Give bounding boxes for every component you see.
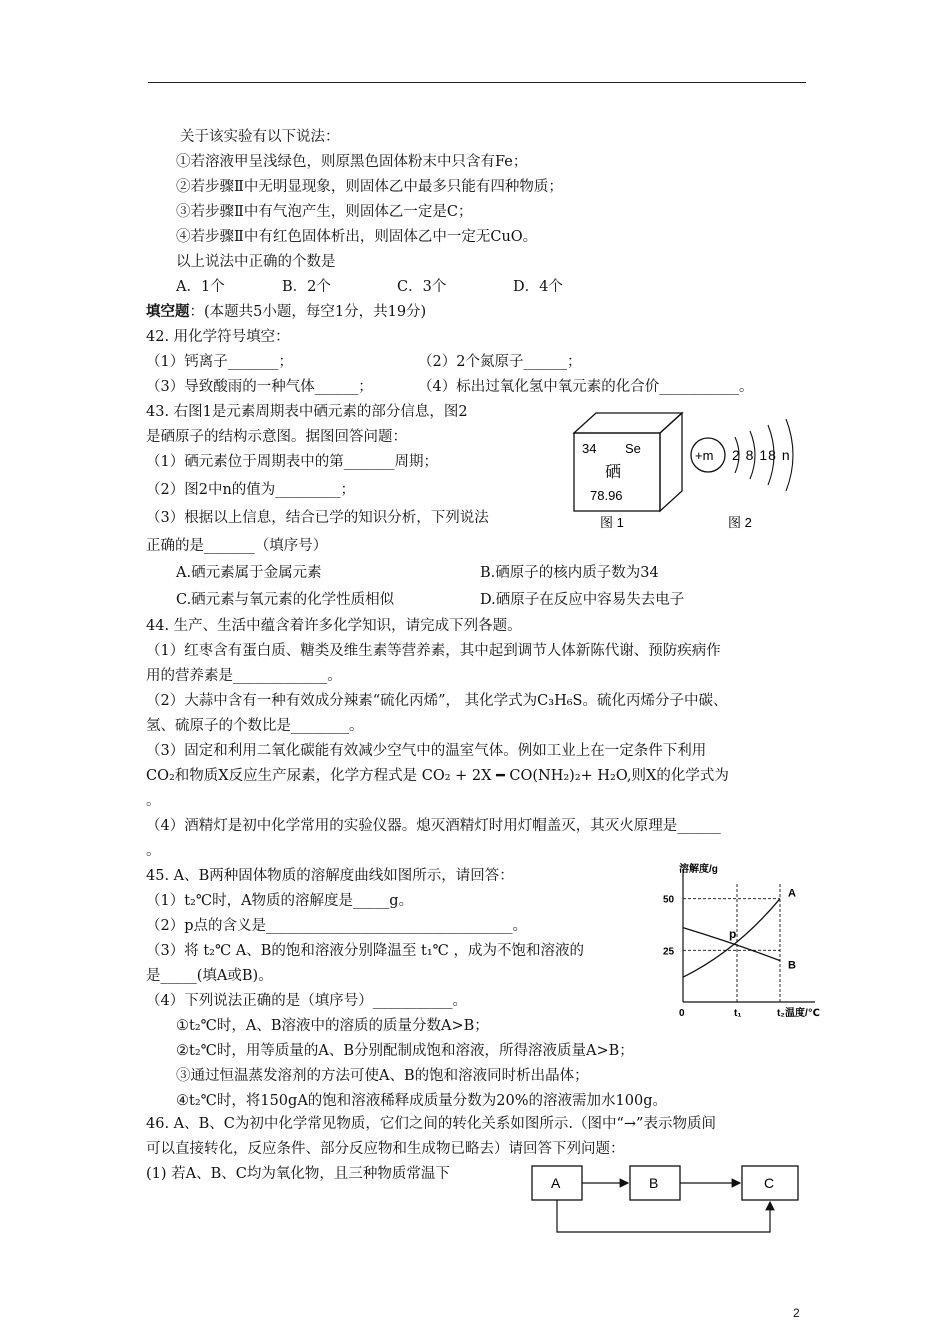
point-p-label: p: [729, 927, 737, 942]
q42-part-1: （1）钙离子_______；: [146, 354, 293, 370]
element-number: 34: [582, 441, 597, 456]
arrow-a-to-c: [557, 1200, 770, 1232]
q44-part-2b: 氢、硫原子的个数比是________。: [146, 718, 364, 734]
y-tick-label: 50: [663, 894, 675, 906]
x-tick-label: t₂: [777, 1008, 785, 1019]
figure-2-label: 图 2: [728, 515, 752, 530]
q41-option-c: C．3个: [397, 279, 447, 295]
header-rule: [148, 82, 806, 83]
q41-statement-4: ④若步骤Ⅱ中有红色固体析出，则固体乙中一定无CuO。: [176, 229, 538, 245]
q45-option-4: ④t₂℃时，将150gA的饱和溶液稀释成质量分数为20%的溶液需加水100g。: [176, 1093, 667, 1109]
q45-stem: 45. A、B两种固体物质的溶解度曲线如图所示，请回答：: [146, 868, 514, 884]
q43-part-1: （1）硒元素位于周期表中的第_______周期；: [146, 454, 438, 470]
solubility-chart: [655, 862, 835, 1022]
x-tick-label: t₁: [734, 1008, 742, 1019]
section-note: ：(本题共5小题，每空1分，共19分): [189, 304, 427, 320]
q45-option-1: ①t₂℃时，A、B溶液中的溶质的质量分数A>B；: [176, 1018, 489, 1034]
q43-part-2: （2）图2中n的值为_________；: [146, 482, 356, 498]
q45-part-3a: （3）将 t₂℃ A、B的饱和溶液分别降温至 t₁℃ ，成为不饱和溶液的: [146, 943, 585, 959]
q45-part-1: （1）t₂℃时，A物质的溶解度是_____g。: [146, 893, 414, 909]
q44-part-3c: 。: [146, 793, 161, 809]
q41-option-a: A．1个: [176, 279, 225, 295]
q44-part-3b: CO₂和物质X反应生产尿素，化学方程式是 CO₂ + 2X ━ CO(NH₂)₂+ H₂O,则X的化学式为: [146, 768, 729, 784]
q45-option-3: ③通过恒温蒸发溶剂的方法可使A、B的饱和溶液同时析出晶体；: [176, 1068, 589, 1084]
q43-stem-line2: 是硒原子的结构示意图。据图回答问题：: [146, 429, 407, 445]
q45-part-2: （2）p点的含义是__________________________________。: [146, 918, 528, 934]
q43-part-3a: （3）根据以上信息，结合已学的知识分析，下列说法: [146, 510, 489, 526]
q45-option-2: ②t₂℃时，用等质量的A、B分别配制成饱和溶液，所得溶液质量A>B；: [176, 1043, 634, 1059]
q45-part-4: （4）下列说法正确的是（填序号）___________。: [146, 993, 467, 1009]
atom-structure: [691, 419, 793, 491]
q42-stem: 42. 用化学符号填空：: [146, 329, 290, 345]
q43-option-b: B.硒原子的核内质子数为34: [480, 565, 659, 581]
box-a-label: A: [551, 1175, 561, 1191]
q43-option-d: D.硒原子在反应中容易失去电子: [480, 592, 685, 608]
q42-part-3: （3）导致酸雨的一种气体______；: [146, 379, 373, 395]
q45-part-3b: 是_____(填A或B)。: [146, 968, 273, 984]
x-axis-label: 温度/℃: [785, 1008, 820, 1019]
q42-part-2: （2）2个氮原子______；: [418, 354, 582, 370]
box-b-label: B: [649, 1175, 659, 1191]
q41-option-d: D．4个: [513, 279, 563, 295]
q41-intro: 关于该实验有以下说法：: [180, 129, 340, 145]
q46-stem-line2: 可以直接转化，反应条件、部分反应物和生成物已略去）请回答下列问题：: [146, 1141, 625, 1157]
q42-part-4: （4）标出过氧化氢中氧元素的化合价___________。: [418, 379, 754, 395]
q44-part-3a: （3）固定和利用二氧化碳能有效减少空气中的温室气体。例如工业上在一定条件下利用: [146, 743, 707, 759]
q44-part-4b: 。: [146, 843, 161, 859]
electron-configuration: 2 8 18 n: [732, 447, 791, 463]
box-c-label: C: [764, 1175, 775, 1191]
element-mass: 78.96: [590, 488, 623, 503]
q41-statement-1: ①若溶液甲呈浅绿色，则原黑色固体粉末中只含有Fe；: [176, 154, 528, 170]
q41-statement-2: ②若步骤Ⅱ中无明显现象，则固体乙中最多只能有四种物质；: [176, 179, 563, 195]
q46-part-1: (1) 若A、B、C均为氧化物，且三种物质常温下: [146, 1166, 450, 1182]
q46-stem-line1: 46. A、B、C为初中化学常见物质，它们之间的转化关系如图所示.（图中“→”表示物质间: [146, 1116, 716, 1132]
q44-part-1b: 用的营养素是_____________。: [146, 668, 342, 684]
q44-stem: 44. 生产、生活中蕴含着许多化学知识，请完成下列各题。: [146, 618, 522, 634]
q41-statement-3: ③若步骤Ⅱ中有气泡产生，则固体乙一定是C；: [176, 204, 473, 220]
q43-part-3b: 正确的是_______（填序号）: [146, 538, 328, 554]
q41-ask: 以上说法中正确的个数是: [176, 254, 336, 270]
q44-part-1a: （1）红枣含有蛋白质、糖类及维生素等营养素，其中起到调节人体新陈代谢、预防疾病作: [146, 643, 721, 659]
x-tick-label: 0: [679, 1008, 685, 1019]
q46-diagram: [520, 1158, 810, 1248]
q43-figure: [560, 405, 810, 535]
q43-option-a: A.硒元素属于金属元素: [176, 565, 322, 581]
page-number: 2: [793, 1306, 800, 1320]
q43-stem-line1: 43. 右图1是元素周期表中硒元素的部分信息，图2: [146, 404, 468, 420]
section-title: 填空题: [146, 303, 190, 320]
nucleus-charge: +m: [695, 448, 714, 463]
series-B-label: B: [788, 959, 796, 972]
y-axis-label: 溶解度/g: [679, 864, 718, 875]
q43-option-c: C.硒元素与氧元素的化学性质相似: [176, 592, 395, 608]
section-header: [146, 302, 426, 322]
element-name: 硒: [605, 464, 622, 481]
y-tick-label: 25: [663, 946, 675, 958]
q41-option-b: B．2个: [282, 279, 331, 295]
q44-part-2a: （2）大蒜中含有一种有效成分辣素“硫化丙烯”， 其化学式为C₃H₆S。硫化丙烯分子中碳、: [146, 693, 728, 709]
figure-1-label: 图 1: [600, 515, 624, 530]
element-symbol: Se: [625, 441, 641, 456]
q44-part-4a: （4）酒精灯是初中化学常用的实验仪器。熄灭酒精灯时用灯帽盖灭，其灭火原理是______: [146, 818, 721, 834]
series-A-label: A: [788, 887, 796, 900]
